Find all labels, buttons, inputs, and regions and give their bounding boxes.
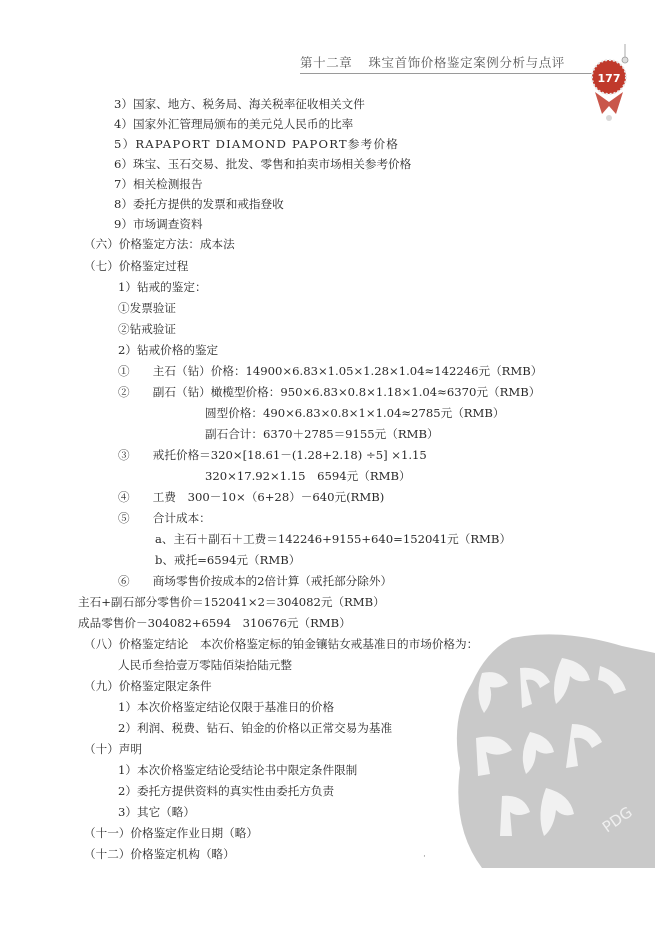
footer-dot: · (423, 852, 426, 862)
section-heading: （十）声明 (84, 742, 142, 756)
chapter-title: 珠宝首饰价格鉴定案例分析与点评 (368, 55, 565, 70)
text-line: ② 副石（钻）橄榄型价格：950×6.83×0.8×1.18×1.04≈6370元（RMB） (118, 385, 541, 399)
section-heading: （九）价格鉴定限定条件 (84, 679, 212, 693)
text-line: 副石合计：6370＋2785＝9155元（RMB） (205, 427, 439, 441)
pdg-label: PDG (598, 803, 636, 837)
text-line: 1）本次价格鉴定结论仅限于基准日的价格 (118, 700, 335, 714)
text-line: 1）本次价格鉴定结论受结论书中限定条件限制 (118, 763, 358, 777)
text-line: 1）钻戒的鉴定： (118, 280, 207, 294)
text-line: 320×17.92×1.15 6594元（RMB） (205, 469, 411, 483)
text-line: b、戒托=6594元（RMB） (155, 553, 301, 567)
text-line: 8）委托方提供的发票和戒指登收 (114, 197, 284, 211)
text-line: 9）市场调查资料 (114, 217, 203, 231)
text-line: ②钻戒验证 (118, 322, 176, 336)
text-line: ⑤ 合计成本： (118, 511, 211, 525)
text-line: 成品零售价－304082+6594 310676元（RMB） (78, 616, 351, 630)
text-line: ④ 工费 300－10×（6+28）－640元(RMB) (118, 490, 385, 504)
section-heading: （八）价格鉴定结论 本次价格鉴定标的铂金镶钻女戒基准日的市场价格为： (84, 637, 479, 651)
text-line: 2）钻戒价格的鉴定 (118, 343, 219, 357)
section-heading: （十二）价格鉴定机构（略） (84, 847, 235, 861)
text-line: 7）相关检测报告 (114, 177, 203, 191)
text-line: 主石+副石部分零售价＝152041×2＝304082元（RMB） (78, 595, 385, 609)
section-heading: （十一）价格鉴定作业日期（略） (84, 826, 258, 840)
page-number: 177 (597, 72, 621, 85)
text-line: 3）其它（略） (118, 805, 195, 819)
seal-watermark-icon (442, 628, 655, 868)
section-heading: （六）价格鉴定方法：成本法 (84, 237, 235, 251)
text-line: 5）RAPAPORT DIAMOND PAPORT参考价格 (114, 137, 400, 151)
text-line: 2）委托方提供资料的真实性由委托方负责 (118, 784, 335, 798)
text-line: 3）国家、地方、税务局、海关税率征收相关文件 (114, 97, 365, 111)
section-heading: （七）价格鉴定过程 (84, 259, 189, 273)
text-line: 4）国家外汇管理局颁布的美元兑人民币的比率 (114, 117, 354, 131)
text-line: ⑥ 商场零售价按成本的2倍计算（戒托部分除外） (118, 574, 393, 588)
text-line: ①发票验证 (118, 301, 176, 315)
text-line: ① 主石（钻）价格：14900×6.83×1.05×1.28×1.04≈142246元（RMB） (118, 364, 543, 378)
text-line: 人民币叁拾壹万零陆佰柒拾陆元整 (118, 658, 292, 672)
text-line: 圆型价格：490×6.83×0.8×1×1.04≈2785元（RMB） (205, 406, 505, 420)
text-line: 6）珠宝、玉石交易、批发、零售和拍卖市场相关参考价格 (114, 157, 412, 171)
text-line: a、主石＋副石＋工费＝142246+9155+640=152041元（RMB） (155, 532, 512, 546)
chapter-number: 第十二章 (300, 55, 353, 70)
text-line: 2）利润、税费、钻石、铂金的价格以正常交易为基准 (118, 721, 393, 735)
text-line: ③ 戒托价格＝320×[18.61－(1.28+2.18) ÷5] ×1.15 (118, 448, 427, 462)
